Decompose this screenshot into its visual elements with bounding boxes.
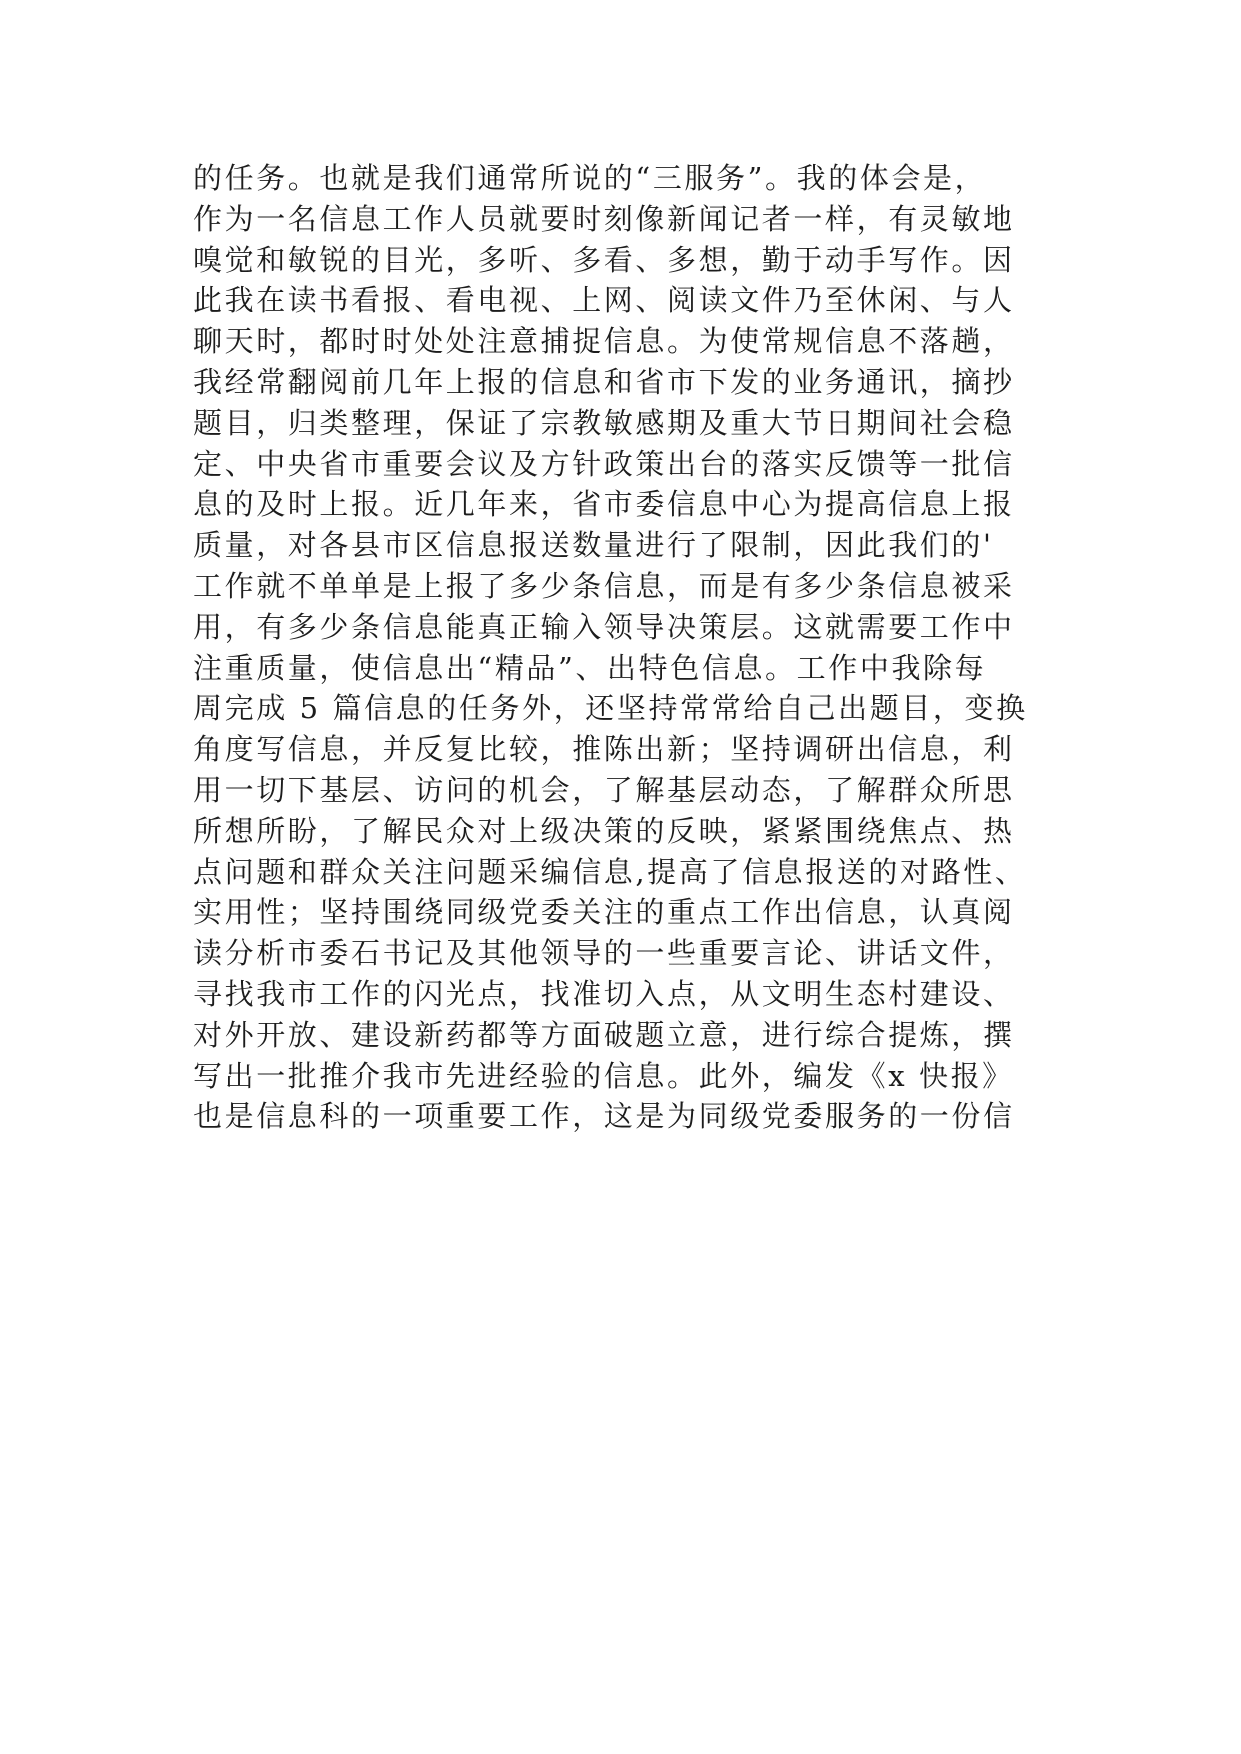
text-line: 工作就不单单是上报了多少条信息，而是有多少条信息被采 — [193, 568, 1015, 603]
text-line: 此我在读书看报、看电视、上网、阅读文件乃至休闲、与人 — [193, 283, 1015, 318]
text-line: 聊天时，都时时处处注意捕捉信息。为使常规信息不落趟， — [193, 324, 1015, 359]
text-line: 写出一批推介我市先进经验的信息。此外，编发《x 快报》 — [193, 1058, 1014, 1093]
body-text — [193, 158, 1073, 1137]
text-line: 我经常翻阅前几年上报的信息和省市下发的业务通讯，摘抄 — [193, 364, 1015, 399]
text-line: 点问题和群众关注问题采编信息,提高了信息报送的对路性、 — [193, 854, 1027, 889]
text-line: 题目，归类整理，保证了宗教敏感期及重大节日期间社会稳 — [193, 405, 1015, 440]
text-line: 用一切下基层、访问的机会，了解基层动态，了解群众所思 — [193, 772, 1015, 807]
text-line: 的任务。也就是我们通常所说的“三服务”。我的体会是， — [193, 161, 987, 195]
text-line: 作为一名信息工作人员就要时刻像新闻记者一样，有灵敏地 — [193, 201, 1015, 236]
text-line: 寻找我市工作的闪光点，找准切入点，从文明生态村建设、 — [193, 976, 1015, 1011]
text-line: 息的及时上报。近几年来，省市委信息中心为提高信息上报 — [193, 487, 1015, 522]
text-line: 角度写信息，并反复比较，推陈出新；坚持调研出信息，利 — [193, 732, 1015, 767]
text-line: 注重质量，使信息出“精品”、出特色信息。工作中我除每 — [193, 650, 987, 685]
text-line: 周完成 5 篇信息的任务外，还坚持常常给自己出题目，变换 — [193, 691, 1028, 726]
text-line: 实用性；坚持围绕同级党委关注的重点工作出信息，认真阅 — [193, 895, 1015, 930]
text-line: 读分析市委石书记及其他领导的一些重要言论、讲话文件， — [193, 936, 1015, 971]
text-line: 用，有多少条信息能真正输入领导决策层。这就需要工作中 — [193, 609, 1015, 644]
text-line: 所想所盼，了解民众对上级决策的反映，紧紧围绕焦点、热 — [193, 813, 1015, 848]
text-line: 也是信息科的一项重要工作，这是为同级党委服务的一份信 — [193, 1099, 1015, 1134]
text-line: 对外开放、建设新药都等方面破题立意，进行综合提炼，撰 — [193, 1017, 1015, 1052]
text-line: 嗅觉和敏锐的目光，多听、多看、多想，勤于动手写作。因 — [193, 242, 1015, 277]
text-line: 质量，对各县市区信息报送数量进行了限制，因此我们的' — [193, 528, 994, 563]
text-line: 定、中央省市重要会议及方针政策出台的落实反馈等一批信 — [193, 446, 1015, 481]
